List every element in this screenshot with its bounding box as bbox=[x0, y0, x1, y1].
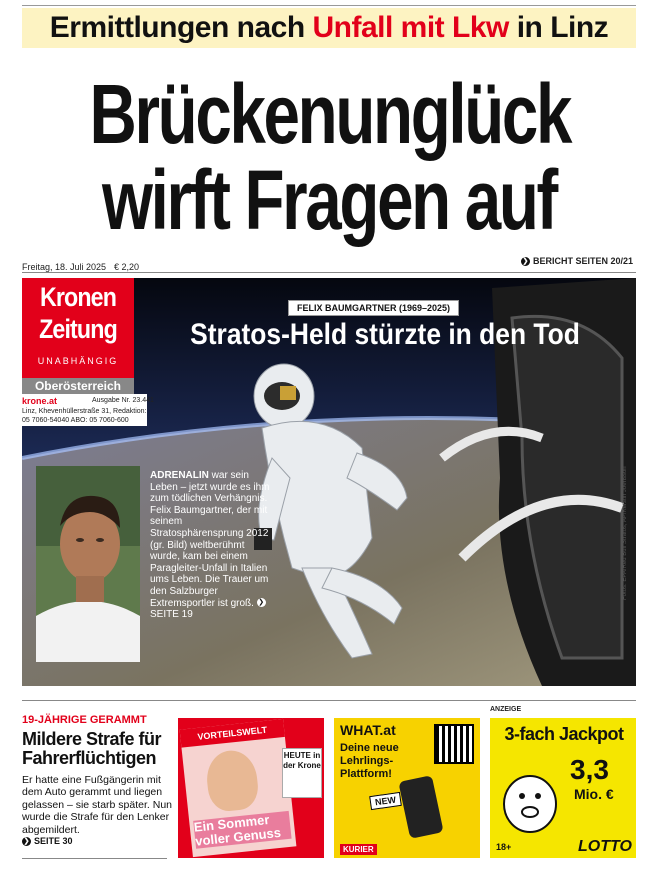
issue-number: Ausgabe Nr. 23.441 bbox=[92, 397, 154, 404]
promo-vorteilswelt[interactable] bbox=[178, 718, 324, 858]
story-more-label: SEITE 30 bbox=[34, 836, 73, 846]
masthead-logo[interactable] bbox=[22, 278, 134, 378]
bericht-link[interactable] bbox=[521, 256, 633, 266]
promo3-title: 3-fach Jackpot bbox=[504, 724, 624, 744]
lead-body: war sein Leben – jetzt wurde es ihm zum tödlichen Verhängnis. Felix Baumgartner, der mit seinem Stratosphärensprung 2012 (gr. Bild) weltberühmt wurde, kam bei einem Paragleiter-Unfall in Italien ums Leben. Die Trauer um den Salzburger Extremsportler ist groß. bbox=[150, 470, 270, 609]
headline-line-1: Brückenunglück bbox=[89, 67, 571, 161]
top-rule bbox=[22, 5, 636, 6]
phone-icon bbox=[398, 775, 443, 839]
story-kicker: 19-JÄHRIGE GERAMMT bbox=[22, 714, 147, 726]
logo-line-2: Zeitung bbox=[39, 314, 117, 344]
promo-lotto[interactable] bbox=[490, 718, 636, 858]
promo2-text: Deine neue Lehrlings-Plattform! bbox=[340, 742, 399, 780]
divider bbox=[22, 272, 636, 273]
lead-word: ADRENALIN bbox=[150, 470, 209, 481]
kicker-text-3: in Linz bbox=[516, 11, 609, 44]
promo3-brand: LOTTO bbox=[578, 838, 632, 855]
promo-what-at[interactable] bbox=[334, 718, 480, 858]
pig-mascot-icon bbox=[498, 758, 564, 838]
lead-text bbox=[150, 470, 270, 621]
arrow-icon: ❯ bbox=[522, 258, 529, 266]
promo1-slogan: Ein Sommer voller Genuss bbox=[193, 811, 291, 849]
promo2-footer: KURIER bbox=[340, 844, 377, 855]
kicker-text-2: Unfall mit Lkw bbox=[312, 11, 509, 44]
story-more-link[interactable] bbox=[22, 836, 73, 846]
photo-tag: FELIX BAUMGARTNER (1969–2025) bbox=[288, 300, 459, 316]
issue-date: Freitag, 18. Juli 2025 bbox=[22, 262, 107, 272]
story-title[interactable]: Mildere Strafe für Fahrerflüchtigen bbox=[22, 729, 162, 768]
site-link[interactable]: krone.at bbox=[22, 396, 58, 406]
phone-line: 05 7060-54040 ABO: 05 7060-600 bbox=[22, 417, 129, 424]
promo1-banner: VORTEILSWELT bbox=[180, 719, 285, 748]
promo3-amount: 3,3 bbox=[570, 754, 609, 785]
portrait-photo bbox=[36, 466, 140, 662]
headline-line-2: wirft Fragen auf bbox=[101, 153, 556, 247]
arrow-icon: ❯ bbox=[23, 838, 30, 846]
qr-code-icon bbox=[434, 724, 474, 764]
address bbox=[22, 407, 147, 425]
logo-line-1: Kronen bbox=[39, 282, 117, 312]
story-body: Er hatte eine Fußgängerin mit dem Auto gerammt und liegen gelassen – sie starb später. Nun wurde die Strafe für den Lenker abgemildert. bbox=[22, 774, 173, 836]
kicker-text-1: Ermittlungen nach bbox=[49, 11, 305, 44]
address-line: Linz, Khevenhüllerstraße 31, Redaktion: bbox=[22, 408, 147, 415]
promo2-new: NEW bbox=[369, 792, 402, 810]
magazine-cover bbox=[180, 719, 297, 857]
magazine-photo bbox=[204, 748, 260, 813]
bericht-label: BERICHT SEITEN 20/21 bbox=[532, 256, 633, 266]
promo2-logo: WHAT.at bbox=[340, 722, 396, 738]
promo3-unit: Mio. € bbox=[574, 786, 614, 802]
photo-credit: Fotos: EPA/Red Bull Stratos, AP/Kerstin Joensson bbox=[622, 466, 628, 600]
photo-title: Stratos-Held stürzte in den Tod bbox=[190, 318, 580, 351]
divider bbox=[22, 858, 167, 859]
arrow-icon: ❯ bbox=[258, 599, 265, 607]
promo1-badge: HEUTE in der Krone bbox=[282, 748, 322, 798]
kicker-banner bbox=[22, 8, 636, 48]
issue-price: € 2,20 bbox=[114, 262, 140, 272]
region-label: Oberösterreich bbox=[22, 378, 134, 394]
promo3-age: 18+ bbox=[496, 842, 512, 852]
divider bbox=[22, 700, 636, 701]
logo-tagline: UNABHÄNGIG bbox=[37, 356, 119, 366]
lead-more[interactable]: SEITE 19 bbox=[150, 609, 193, 621]
ad-label: ANZEIGE bbox=[490, 706, 522, 713]
